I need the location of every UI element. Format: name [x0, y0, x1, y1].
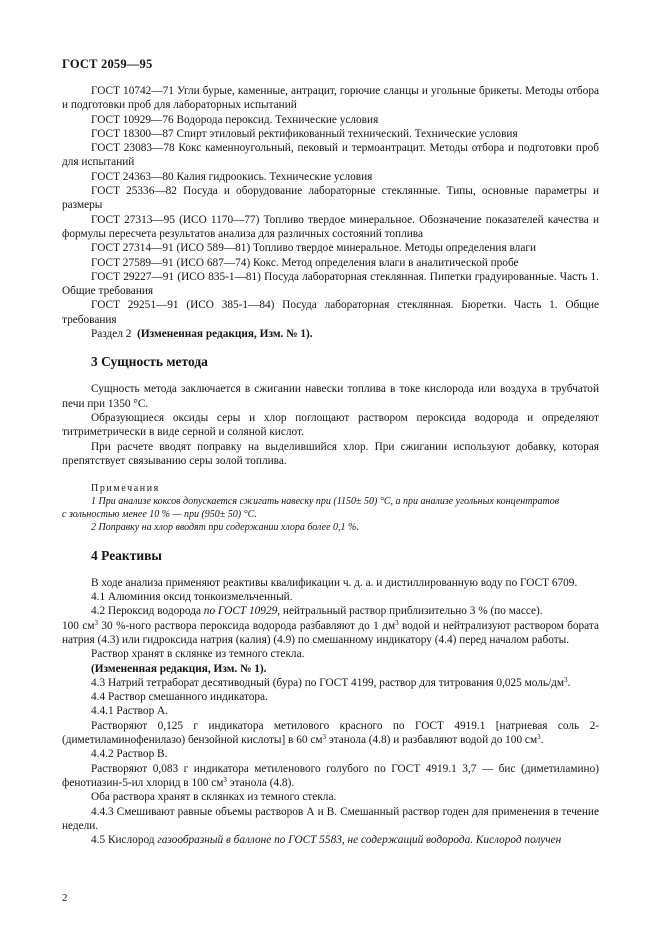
- paragraph: 4.4.3 Смешивают равные объемы растворов А и В. Смешанный раствор годен для применения в течение недели.: [62, 805, 599, 832]
- text-run: 4.3 Натрий тетраборат десятиводный (бура) по ГОСТ 4199, раствор для титрования 0,025 моль/дм: [91, 676, 565, 689]
- reference-item: ГОСТ 10929—76 Водорода пероксид. Технические условия: [91, 113, 379, 126]
- superscript: 3: [94, 618, 99, 627]
- text-run: .: [567, 676, 571, 689]
- reference-item: ГОСТ 23083—78 Кокс каменноугольный, пековый и термоантрацит. Методы отбора и подготовки проб для испытаний: [62, 142, 599, 169]
- page-number: 2: [62, 892, 68, 904]
- paragraph: При расчете вводят поправку на выделившийся хлор. При сжигании используют добавку, которая препятствует связыванию серы золой топлива.: [62, 440, 599, 467]
- paragraph: Образующиеся оксиды серы и хлор поглощают раствором пероксида водорода и определяют титриметрически в виде серной и соляной кислот.: [62, 411, 599, 439]
- text-run: 100 см: [62, 619, 95, 632]
- section-4-title: 4 Реактивы: [91, 547, 162, 563]
- paragraph: 4.4 Раствор смешанного индикатора.: [91, 691, 268, 704]
- reference-item: ГОСТ 24363—80 Калия гидроокись. Технические условия: [91, 170, 373, 183]
- amendment-bold: (Измененная редакция, Изм. № 1).: [137, 328, 313, 341]
- document-header: ГОСТ 2059—95: [62, 57, 153, 71]
- amendment-note: (Измененная редакция, Изм. № 1).: [91, 662, 267, 675]
- paragraph: Оба раствора хранят в склянках из темного стекла.: [91, 791, 337, 804]
- paragraph: [62, 719, 599, 748]
- section-3-title: 3 Сущность метода: [91, 354, 208, 370]
- italic-run: газообразный в баллоне по ГОСТ 5583, не содержащий водорода. Кислород получен: [157, 834, 562, 847]
- text-run: этанола (4.8).: [226, 776, 295, 789]
- document-body: [62, 84, 599, 847]
- paragraph: Сущность метода заключается в сжигании навески топлива в токе кислорода или воздуха в трубчатой печи при 1350 °С.: [62, 383, 599, 410]
- superscript: 3: [322, 733, 327, 742]
- paragraph: [62, 676, 599, 690]
- paragraph: В ходе анализа применяют реактивы квалификации ч. д. а. и дистиллированную воду по ГОСТ 6709.: [91, 576, 578, 589]
- text-run: , нейтральный раствор приблизительно 3 % (по массе).: [277, 605, 543, 618]
- reference-item: ГОСТ 27313—95 (ИСО 1170—77) Топливо твердое минеральное. Обозначение показателей качества и формулы пересчета результатов анализа для различных состояний топлива: [62, 213, 599, 240]
- note-2: 2 Поправку на хлор вводят при содержании хлора более 0,1 %.: [91, 522, 359, 534]
- reference-item: ГОСТ 10742—71 Угли бурые, каменные, антрацит, горючие сланцы и угольные брикеты. Методы отбора и подготовки проб для лабораторных испытаний: [62, 85, 599, 112]
- superscript: 3: [537, 733, 541, 742]
- paragraph: [62, 604, 599, 618]
- notes-heading: Примечания: [91, 483, 160, 495]
- note-1-line-1: 1 При анализе коксов допускается сжигать навеску при (1150± 50) °С, а при анализе угольных концентратов: [91, 496, 560, 508]
- text-run: 4.2 Пероксид водорода: [91, 605, 204, 618]
- reference-item: ГОСТ 29227—91 (ИСО 835-1—81) Посуда лабораторная стеклянная. Пипетки градуированные. Часть 1. Общие требования: [62, 270, 599, 298]
- text-run: 4.5 Кислород: [91, 834, 158, 847]
- paragraph: Раствор хранят в склянке из темного стекла.: [91, 648, 305, 661]
- superscript: 3: [395, 618, 399, 627]
- paragraph: [62, 762, 599, 791]
- italic-run: по ГОСТ 10929: [203, 605, 278, 618]
- superscript: 3: [223, 775, 227, 784]
- text-run: .: [540, 734, 544, 747]
- reference-item: ГОСТ 27589—91 (ИСО 687—74) Кокс. Метод определения влаги в аналитической пробе: [91, 256, 519, 269]
- text-run: водой и нейтрализуют раствором бората натрия (4.3) или гидроксида натрия (калия) (4.9) по смешанному индикатору (4.4) перед началом работы.: [62, 619, 599, 646]
- reference-item: ГОСТ 25336—82 Посуда и оборудование лабораторные стеклянные. Типы, основные параметры и размеры: [62, 185, 599, 212]
- text-run: 30 %-ного раствора пероксида водорода разбавляют до 1 дм: [98, 619, 396, 632]
- text-run: Растворяют 0,083 г индикатора метиленового голубого по ГОСТ 4919.1 3,7 — бис (диметиламино) фенотиазин-5-ил хлорид в 100 см: [62, 762, 599, 789]
- paragraph: [62, 619, 599, 648]
- paragraph: 4.1 Алюминия оксид тонкоизмельченный.: [91, 591, 293, 604]
- amendment-prefix: Раздел 2: [91, 328, 132, 341]
- reference-item: ГОСТ 27314—91 (ИСО 589—81) Топливо твердое минеральное. Методы определения влаги: [91, 242, 537, 255]
- paragraph: 4.4.1 Раствор А.: [91, 705, 169, 718]
- note-1-line-2: с зольностью менее 10 % — при (950± 50) °С.: [62, 509, 257, 521]
- superscript: 3: [564, 675, 568, 684]
- amendment-note: [62, 327, 599, 341]
- paragraph: [62, 833, 599, 847]
- text-run: этанола (4.8) и разбавляют водой до 100 см: [326, 734, 538, 747]
- paragraph: 4.4.2 Раствор В.: [91, 748, 168, 761]
- reference-item: ГОСТ 29251—91 (ИСО 385-1—84) Посуда лабораторная стеклянная. Бюретки. Часть 1. Общие требования: [62, 299, 599, 326]
- reference-item: ГОСТ 18300—87 Спирт этиловый ректификованный технический. Технические условия: [91, 127, 518, 140]
- text-run: Растворяют 0,125 г индикатора метилового красного по ГОСТ 4919.1 [натриевая соль 2-(диметиламинофенилазо) бензойной кислоты] в 60 см: [62, 719, 599, 747]
